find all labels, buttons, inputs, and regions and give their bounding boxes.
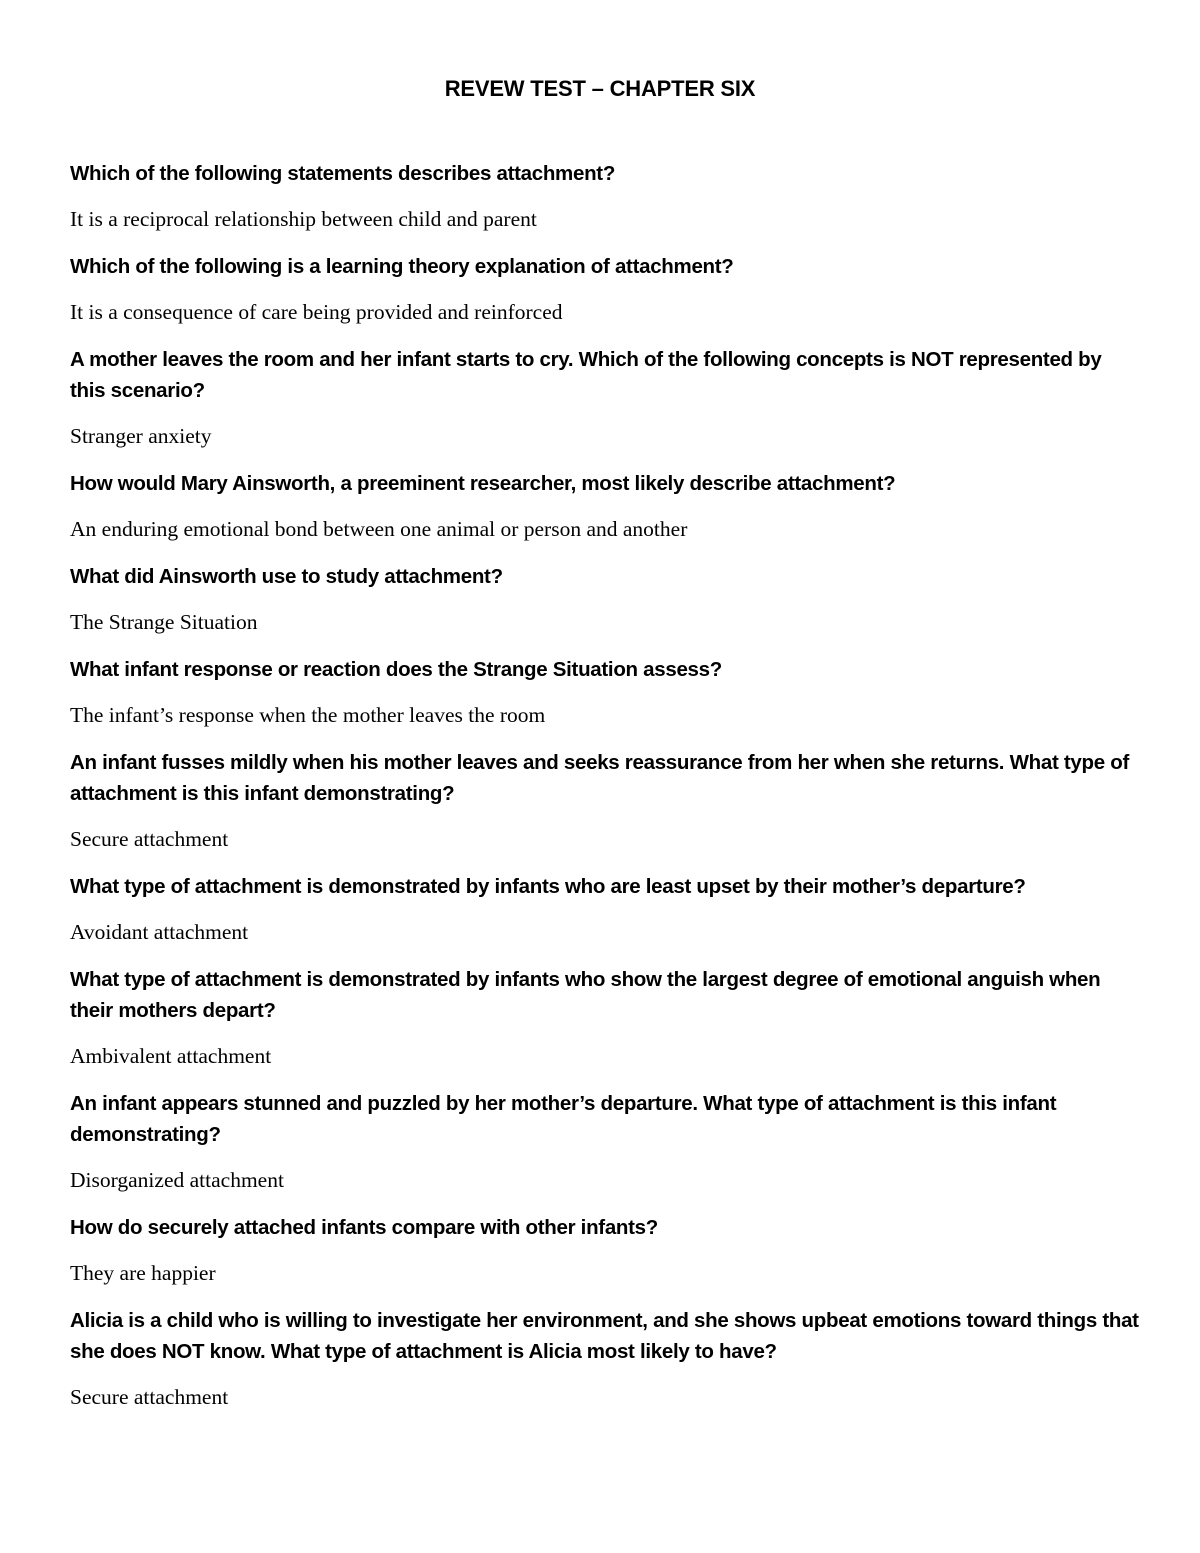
question-3: A mother leaves the room and her infant starts to cry. Which of the following concepts is NOT represented by this scenario?: [70, 348, 1102, 402]
question-2: Which of the following is a learning theory explanation of attachment?: [70, 255, 734, 278]
answer-5: The Strange Situation: [70, 610, 258, 634]
answer-7: Secure attachment: [70, 827, 229, 851]
question-4: How would Mary Ainsworth, a preeminent researcher, most likely describe attachment?: [70, 472, 896, 495]
answer-10: Disorganized attachment: [70, 1168, 284, 1192]
answer-8: Avoidant attachment: [70, 920, 249, 944]
question-8: What type of attachment is demonstrated by infants who are least upset by their mother’s departure?: [70, 875, 1026, 898]
question-9: What type of attachment is demonstrated by infants who show the largest degree of emotional anguish when their mothers depart?: [70, 968, 1101, 1022]
question-5: What did Ainsworth use to study attachment?: [70, 565, 503, 588]
question-11: How do securely attached infants compare with other infants?: [70, 1216, 658, 1239]
answer-2: It is a consequence of care being provided and reinforced: [70, 300, 563, 324]
answer-11: They are happier: [70, 1261, 216, 1285]
question-12: Alicia is a child who is willing to investigate her environment, and she shows upbeat emotions toward things that she does NOT know. What type of attachment is Alicia most likely to have?: [70, 1309, 1139, 1363]
answer-4: An enduring emotional bond between one animal or person and another: [70, 517, 688, 541]
question-10: An infant appears stunned and puzzled by her mother’s departure. What type of attachment is this infant demonstrating?: [70, 1092, 1057, 1146]
question-7: An infant fusses mildly when his mother leaves and seeks reassurance from her when she returns. What type of attachment is this infant demonstrating?: [70, 751, 1129, 805]
question-6: What infant response or reaction does the Strange Situation assess?: [70, 658, 722, 681]
page-title: REVEW TEST – CHAPTER SIX: [444, 76, 756, 101]
answer-3: Stranger anxiety: [70, 424, 212, 448]
answer-9: Ambivalent attachment: [70, 1044, 272, 1068]
question-1: Which of the following statements describes attachment?: [70, 162, 616, 185]
answer-6: The infant’s response when the mother leaves the room: [70, 703, 546, 727]
answer-12: Secure attachment: [70, 1385, 229, 1409]
question-answer-list: [70, 158, 1140, 1429]
answer-1: It is a reciprocal relationship between child and parent: [70, 207, 537, 231]
